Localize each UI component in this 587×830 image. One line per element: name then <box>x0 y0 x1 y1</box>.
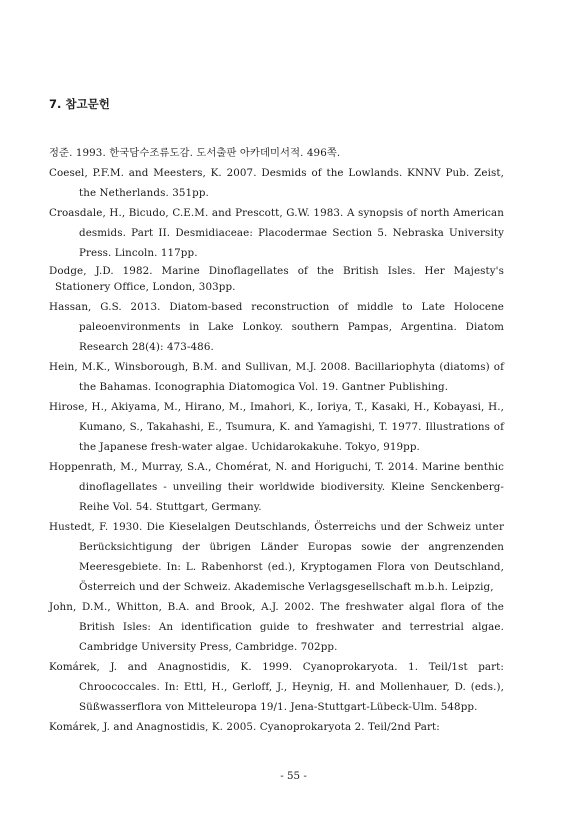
reference-item: Komárek, J. and Anagnostidis, K. 1999. Cyanoprokaryota. 1. Teil/1st part: Chroococcales. In: Ettl, H., Gerloff, J., Heynig, H. and Mollenhauer, D. (eds.), Süßwasserflora von Mitteleuropa 19/1. Jena-Stuttgart-Lübeck-Ulm. 548pp. <box>49 661 504 713</box>
reference-item: Hustedt, F. 1930. Die Kieselalgen Deutschlands, Österreichs und der Schweiz unter Berücksichtigung der übrigen Länder Europas sowie der angrenzenden Meeresgebiete. In: L. Rabenhorst (ed.), Kryptogamen Flora von Deutschland, Österreich und der Schweiz. Akademische Verlagsgesellschaft m.b.h. Leipzig, <box>49 521 504 593</box>
section-heading: 7. 참고문헌 <box>49 97 110 111</box>
reference-list <box>49 143 504 737</box>
reference-item: Hirose, H., Akiyama, M., Hirano, M., Imahori, K., Ioriya, T., Kasaki, H., Kobayasi, H., Kumano, S., Takahashi, E., Tsumura, K. and Yamagishi, T. 1977. Illustrations of the Japanese fresh-water algae. Uchidarokakuhe. Tokyo, 919pp. <box>49 401 504 453</box>
reference-item: Komárek, J. and Anagnostidis, K. 2005. Cyanoprokaryota 2. Teil/2nd Part: <box>49 721 440 733</box>
reference-item: Hassan, G.S. 2013. Diatom-based reconstruction of middle to Late Holocene paleoenvironments in Lake Lonkoy. southern Pampas, Argentina. Diatom Research 28(4): 473-486. <box>49 301 504 353</box>
reference-item: 정준. 1993. 한국담수조류도감. 도서출판 아카데미서적. 496쪽. <box>49 147 341 159</box>
reference-item: Dodge, J.D. 1982. Marine Dinoflagellates of the British Isles. Her Majesty's Stationery Office, London, 303pp. <box>49 265 504 293</box>
reference-item: Croasdale, H., Bicudo, C.E.M. and Prescott, G.W. 1983. A synopsis of north American desmids. Part II. Desmidiaceae: Placodermae Section 5. Nebraska University Press. Lincoln. 117pp. <box>49 207 504 259</box>
reference-item: Hoppenrath, M., Murray, S.A., Chomérat, N. and Horiguchi, T. 2014. Marine benthic dinoflagellates - unveiling their worldwide biodiversity. Kleine Senckenberg-Reihe Vol. 54. Stuttgart, Germany. <box>49 461 504 513</box>
page-number: - 55 - <box>280 770 307 782</box>
reference-item: Hein, M.K., Winsborough, B.M. and Sullivan, M.J. 2008. Bacillariophyta (diatoms) of the Bahamas. Iconographia Diatomogica Vol. 19. Gantner Publishing. <box>49 361 504 393</box>
reference-item: Coesel, P.F.M. and Meesters, K. 2007. Desmids of the Lowlands. KNNV Pub. Zeist, the Netherlands. 351pp. <box>49 167 504 199</box>
reference-item: John, D.M., Whitton, B.A. and Brook, A.J. 2002. The freshwater algal flora of the British Isles: An identification guide to freshwater and terrestrial algae. Cambridge University Press, Cambridge. 702pp. <box>49 601 504 653</box>
